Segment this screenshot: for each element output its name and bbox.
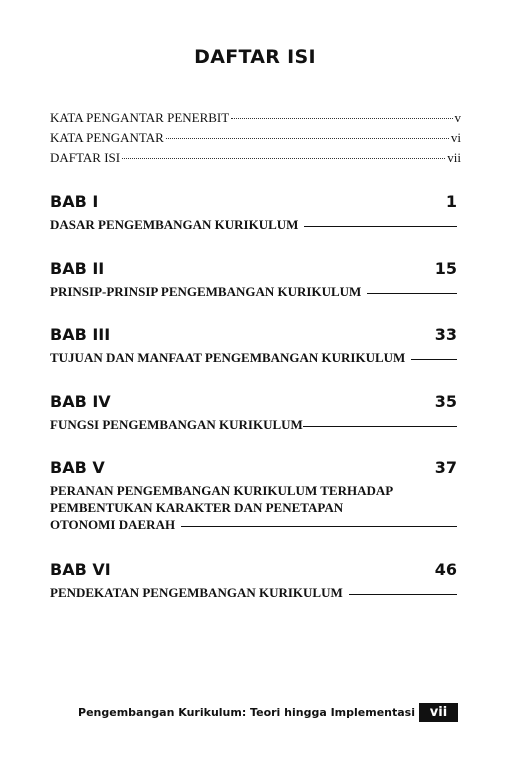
chapter-page: 35 (434, 392, 457, 411)
chapter-entry[interactable] (50, 325, 457, 366)
chapter-number: BAB II (50, 259, 105, 278)
leader-rule (411, 359, 457, 360)
chapter-page: 46 (434, 560, 457, 579)
chapter-number: BAB VI (50, 560, 111, 579)
toc-entry-label: KATA PENGANTAR PENERBIT (50, 110, 230, 125)
toc-entry-page: vii (447, 150, 461, 165)
chapter-number: BAB III (50, 325, 111, 344)
dot-leader (166, 138, 449, 139)
chapter-entry[interactable] (50, 192, 457, 233)
footer-book-title: Pengembangan Kurikulum: Teori hingga Implementasi (78, 706, 415, 719)
dot-leader (231, 118, 452, 119)
chapter-title: PERANAN PENGEMBANGAN KURIKULUM TERHADAP (50, 483, 394, 498)
leader-rule (304, 226, 457, 227)
chapter-entry[interactable] (50, 392, 457, 433)
chapter-page: 37 (434, 458, 457, 477)
chapter-entry[interactable] (50, 458, 457, 533)
footer-page-number: vii (419, 703, 458, 722)
chapter-number: BAB IV (50, 392, 111, 411)
chapter-entry[interactable] (50, 259, 457, 300)
dot-leader (122, 158, 445, 159)
chapter-title: PEMBENTUKAN KARAKTER DAN PENETAPAN (50, 500, 344, 515)
chapter-number: BAB I (50, 192, 99, 211)
toc-entry-label: KATA PENGANTAR (50, 130, 164, 145)
leader-rule (303, 426, 457, 427)
chapter-title: DASAR PENGEMBANGAN KURIKULUM (50, 217, 299, 232)
chapter-title: FUNGSI PENGEMBANGAN KURIKULUM (50, 417, 303, 432)
chapter-page: 1 (445, 192, 457, 211)
leader-rule (367, 293, 457, 294)
chapter-entry[interactable] (50, 560, 457, 601)
toc-entry[interactable] (50, 150, 461, 170)
leader-rule (181, 526, 457, 527)
chapter-title: PRINSIP-PRINSIP PENGEMBANGAN KURIKULUM (50, 284, 362, 299)
page-title: DAFTAR ISI (194, 46, 316, 68)
chapter-title: TUJUAN DAN MANFAAT PENGEMBANGAN KURIKULUM (50, 350, 406, 365)
front-matter-list (50, 110, 461, 170)
toc-entry-label: DAFTAR ISI (50, 150, 121, 165)
chapter-page: 33 (434, 325, 457, 344)
toc-entry[interactable] (50, 130, 461, 150)
chapter-page: 15 (434, 259, 457, 278)
toc-entry-page: v (454, 110, 461, 125)
chapter-number: BAB V (50, 458, 105, 477)
chapter-title: PENDEKATAN PENGEMBANGAN KURIKULUM (50, 585, 343, 600)
leader-rule (349, 594, 457, 595)
chapter-title: OTONOMI DAERAH (50, 517, 176, 532)
toc-entry[interactable] (50, 110, 461, 130)
page-footer (0, 703, 458, 722)
toc-entry-page: vi (450, 130, 461, 145)
